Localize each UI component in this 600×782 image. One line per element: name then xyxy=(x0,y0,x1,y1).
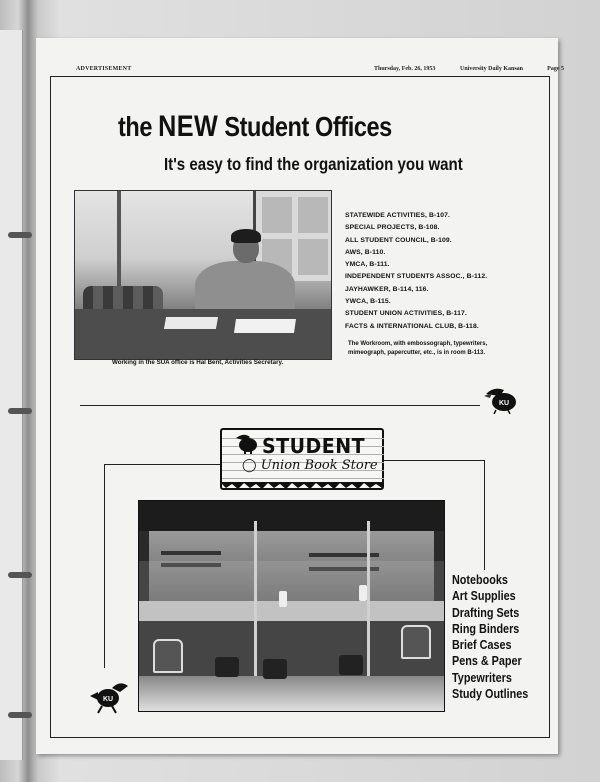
binder-ring xyxy=(8,712,32,718)
ring-icon: ◯ xyxy=(242,458,257,473)
logo-rule xyxy=(222,478,384,479)
office-directory xyxy=(345,210,535,333)
office-item: STUDENT UNION ACTIVITIES, B-117. xyxy=(345,310,467,318)
office-item: ALL STUDENT COUNCIL, B-109. xyxy=(345,236,452,244)
photo-display-item xyxy=(263,659,287,679)
product-item: Notebooks xyxy=(452,572,508,587)
photo-shelf xyxy=(161,551,221,555)
photo-pillar xyxy=(117,191,121,291)
window-pane xyxy=(298,197,328,233)
window-pane xyxy=(262,197,292,233)
headline-prefix: the xyxy=(118,111,153,142)
product-list xyxy=(452,572,545,702)
binder-ring xyxy=(8,232,32,238)
photo-mullion xyxy=(254,521,257,691)
bookstore-window-photo xyxy=(138,500,445,712)
ad-headline xyxy=(118,110,404,144)
product-item: Drafting Sets xyxy=(452,604,520,620)
photo-mullion xyxy=(367,521,370,691)
office-item: SPECIAL PROJECTS, B-108. xyxy=(345,224,440,232)
office-item: YMCA, B-111. xyxy=(345,261,390,269)
paper-name: University Daily Kansan xyxy=(460,66,524,72)
office-item: INDEPENDENT STUDENTS ASSOC., B-112. xyxy=(345,273,488,281)
product-item: Typewriters xyxy=(452,669,512,685)
photo-lamp xyxy=(359,585,367,601)
photo-display-item xyxy=(339,655,363,675)
photo-caption: Working in the SUA office is Hal Bent, Activities Secretary. xyxy=(112,359,284,366)
bracket-line xyxy=(484,460,485,570)
photo-paper xyxy=(234,319,296,333)
headline-suffix: Student Offices xyxy=(224,111,392,142)
photo-ceiling xyxy=(139,501,444,531)
photo-person-hair xyxy=(231,229,261,243)
ad-subheadline: It's easy to find the organization you want xyxy=(164,154,463,174)
section-label: ADVERTISEMENT xyxy=(76,66,132,72)
product-item: Pens & Paper xyxy=(452,653,522,669)
product-item: Study Outlines xyxy=(452,686,529,702)
logo-store-name: Union Book Store xyxy=(260,458,378,473)
binder-left-page-edge xyxy=(0,30,23,760)
window-pane xyxy=(298,239,328,275)
mascot-badge: KU xyxy=(498,400,510,407)
logo-word: STUDENT xyxy=(262,434,366,458)
photo-display-sign xyxy=(153,639,183,673)
photo-paper xyxy=(164,317,218,329)
sua-office-photo xyxy=(74,190,332,360)
product-item: Art Supplies xyxy=(452,588,516,604)
headline-new: NEW xyxy=(158,110,219,143)
logo-script-text xyxy=(242,458,378,473)
jayhawk-mascot-icon xyxy=(88,680,130,714)
photo-display-sign xyxy=(401,625,431,659)
office-item: FACTS & INTERNATIONAL CLUB, B-118. xyxy=(345,322,479,330)
workroom-note: The Workroom, with embossograph, typewriters, mimeograph, papercutter, etc., is in room B-113. xyxy=(348,341,488,356)
page-number: Page 5 xyxy=(547,66,564,72)
photo-glass xyxy=(139,561,444,681)
product-item: Ring Binders xyxy=(452,620,520,636)
binder-ring xyxy=(8,408,32,414)
jayhawk-mascot-icon xyxy=(482,384,522,414)
union-book-store-logo xyxy=(220,424,382,490)
office-item: AWS, B-110. xyxy=(345,248,386,256)
photo-display-floor xyxy=(139,676,444,711)
photo-display-item xyxy=(215,657,239,677)
office-item: JAYHAWKER, B-114, 116. xyxy=(345,285,429,293)
photo-lamp xyxy=(279,591,287,607)
section-divider xyxy=(80,405,480,406)
jayhawk-logo-icon xyxy=(234,432,260,454)
binder-ring xyxy=(8,572,32,578)
bracket-line xyxy=(104,464,220,465)
mascot-badge: KU xyxy=(102,696,114,703)
issue-date: Thursday, Feb. 26, 1953 xyxy=(374,66,436,72)
office-item: YWCA, B-115. xyxy=(345,298,391,306)
bracket-line xyxy=(104,464,105,668)
office-item: STATEWIDE ACTIVITIES, B-107. xyxy=(345,212,451,219)
product-item: Brief Cases xyxy=(452,637,512,653)
torn-edge xyxy=(220,482,382,490)
bracket-line xyxy=(382,460,484,461)
